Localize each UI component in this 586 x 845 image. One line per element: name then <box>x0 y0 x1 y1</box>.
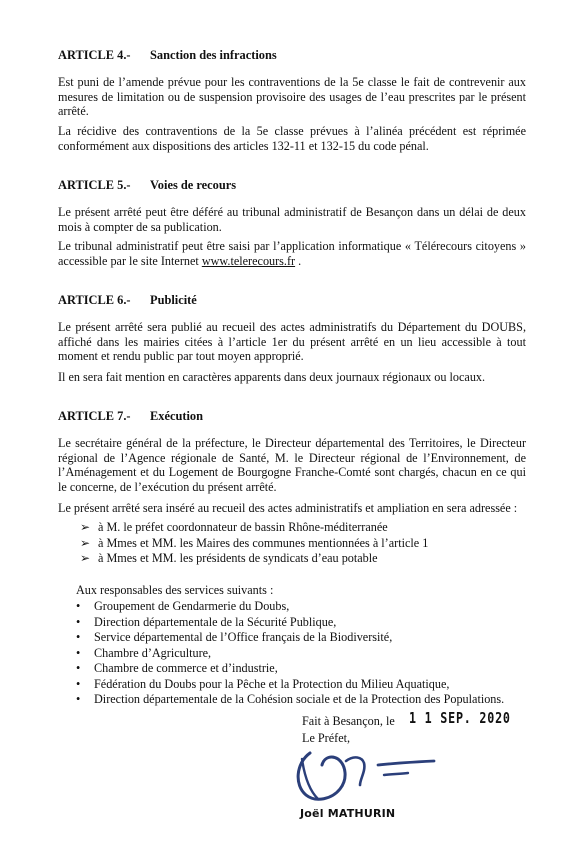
signature-date-stamp: 1 1 SEP. 2020 <box>409 709 511 727</box>
article-4-paragraph-2: La récidive des contraventions de la 5e classe prévues à l’alinéa précédent est réprimée conformément aux dispositions des articles 132-11 et 132-15 du code pénal. <box>58 124 526 153</box>
arrow-bullet-icon: ➢ <box>80 520 91 534</box>
article-5-paragraph-1: Le présent arrêté peut être déféré au tribunal administratif de Besançon dans un délai de deux mois à compter de sa publication. <box>58 205 526 234</box>
signature-place: Fait à Besançon, le <box>302 714 395 728</box>
telerecours-link[interactable]: www.telerecours.fr <box>201 253 296 268</box>
arrow-bullet-icon: ➢ <box>80 551 91 565</box>
article-title: Publicité <box>150 293 197 307</box>
paragraph-text: Le tribunal administratif peut être saisi par l’application informatique « Télérecours citoyens » accessible par le site Internet <box>58 239 526 268</box>
article-6-paragraph-2: Il en sera fait mention en caractères apparents dans deux journaux régionaux ou locaux. <box>58 370 486 384</box>
services-intro: Aux responsables des services suivants : <box>76 583 274 597</box>
dot-bullet-icon: • <box>76 692 81 706</box>
article-6-heading <box>58 293 197 308</box>
article-title: Exécution <box>150 409 204 423</box>
article-number: ARTICLE 5.- <box>58 178 131 192</box>
article-4-heading <box>58 48 277 63</box>
list-item: • Direction départementale de la Cohésion sociale et de la Protection des Populations. <box>76 692 505 706</box>
dot-bullet-icon: • <box>76 676 81 691</box>
ampliation-list <box>80 520 530 567</box>
services-list <box>76 599 526 708</box>
list-item: • Fédération du Doubs pour la Pêche et la Protection du Milieu Aquatique, <box>76 676 450 691</box>
article-6-paragraph-1: Le présent arrêté sera publié au recueil des actes administratifs du Département du DOUBS, affiché dans les mairies citées à l’article 1er du présent arrêté en un lieu accessible à tout moment et rendu public par tout moyen approprié. <box>58 320 526 364</box>
article-title: Voies de recours <box>150 178 237 192</box>
link-suffix: . <box>295 253 302 268</box>
handwritten-signature-icon <box>288 745 438 807</box>
article-4-paragraph-1: Est puni de l’amende prévue pour les contraventions de la 5e classe le fait de contrevenir aux mesures de limitation ou de suspension provisoire des usages de l’eau prescrites par le présent arrêté. <box>58 75 526 119</box>
list-item: ➢ à Mmes et MM. les présidents de syndicats d’eau potable <box>80 551 378 565</box>
list-item: • Chambre d’Agriculture, <box>76 645 212 660</box>
article-5-heading <box>58 178 236 193</box>
dot-bullet-icon: • <box>76 645 81 660</box>
dot-bullet-icon: • <box>76 661 81 675</box>
article-number: ARTICLE 6.- <box>58 293 131 307</box>
article-title: Sanction des infractions <box>150 48 277 62</box>
list-item: ➢ à M. le préfet coordonnateur de bassin Rhône-méditerranée <box>80 520 388 534</box>
list-item: • Service départemental de l’Office français de la Biodiversité, <box>76 630 393 644</box>
list-item: • Chambre de commerce et d’industrie, <box>76 661 278 675</box>
article-7-paragraph-2: Le présent arrêté sera inséré au recueil des actes administratifs et ampliation en sera adressée : <box>58 501 518 515</box>
dot-bullet-icon: • <box>76 599 81 613</box>
arrow-bullet-icon: ➢ <box>80 535 91 550</box>
article-number: ARTICLE 7.- <box>58 409 131 423</box>
list-item: • Groupement de Gendarmerie du Doubs, <box>76 599 290 613</box>
dot-bullet-icon: • <box>76 630 81 644</box>
article-5-paragraph-2 <box>58 239 526 268</box>
list-item: ➢ à Mmes et MM. les Maires des communes mentionnées à l’article 1 <box>80 535 429 550</box>
dot-bullet-icon: • <box>76 614 81 629</box>
article-number: ARTICLE 4.- <box>58 48 131 62</box>
signatory-name: Joël MATHURIN <box>300 807 396 820</box>
article-7-paragraph-1: Le secrétaire général de la préfecture, le Directeur départemental des Territoires, le Directeur régional de l’Agence régionale de Santé, M. le Directeur régional de l’Environnement, de l’Aménagement et du Logement de Bourgogne Franche-Comté sont chargés, chacun en ce qui le concerne, de l’exécution du présent arrêté. <box>58 436 526 494</box>
list-item: • Direction départementale de la Sécurité Publique, <box>76 614 337 629</box>
signature-title: Le Préfet, <box>302 731 351 745</box>
article-7-heading <box>58 409 203 424</box>
